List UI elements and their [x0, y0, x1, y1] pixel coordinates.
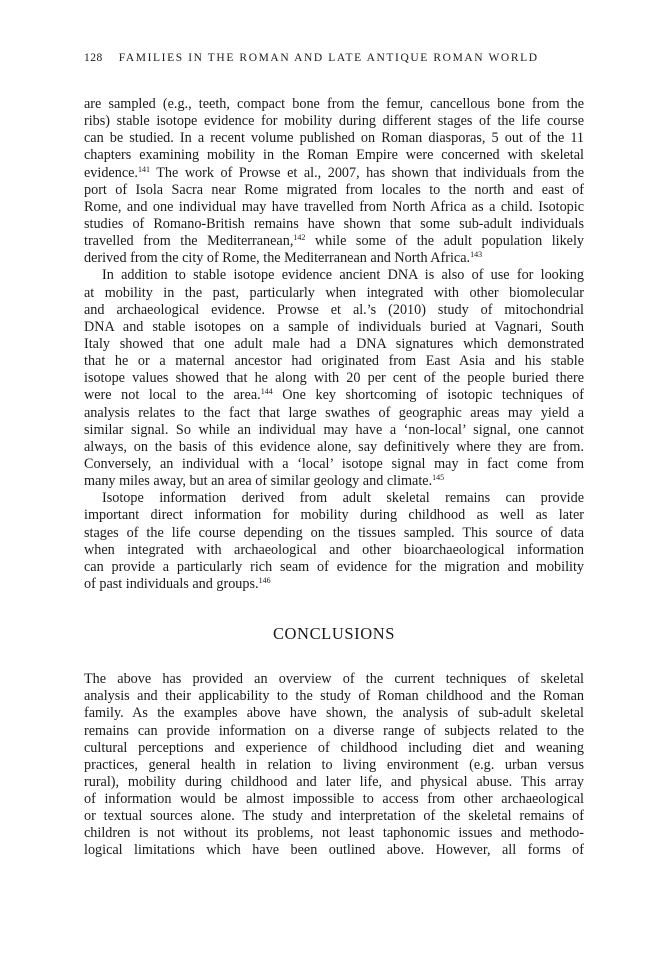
line-text: In addition to stable isotope evidence ancient DNA is also of use for looking [102, 267, 584, 284]
text-line [84, 671, 584, 688]
text-line [84, 439, 584, 456]
section-heading: CONCLUSIONS [272, 624, 396, 644]
footnote-marker: 146 [258, 575, 271, 585]
text-line [84, 490, 584, 507]
text-line [84, 233, 584, 250]
text-line [84, 182, 584, 199]
line-text: isotope values showed that he along with 20 per cent of the people buried there [84, 370, 584, 387]
line-text: One key shortcoming of isotopic techniques of [272, 387, 585, 404]
text-line [84, 757, 584, 774]
text-line [84, 250, 584, 267]
paragraph [84, 96, 584, 267]
line-text: of information would be almost impossible to access from other archaeological [84, 791, 584, 808]
line-text: are sampled (e.g., teeth, compact bone from the femur, cancellous bone from the [84, 96, 584, 112]
line-text: Isotope information derived from adult skeletal remains can provide [102, 490, 584, 507]
text-line [84, 113, 584, 130]
line-text: while some of the adult population likely [305, 233, 584, 250]
line-text: logical limitations which have been outlined above. However, all forms of [84, 842, 584, 859]
text-line [84, 267, 584, 284]
text-line [84, 456, 584, 473]
text-line [84, 576, 584, 593]
text-line [84, 165, 584, 182]
body-text [84, 96, 584, 860]
footnote-marker: 144 [260, 387, 273, 397]
text-line [84, 473, 584, 490]
paragraph [84, 267, 584, 490]
text-line [84, 405, 584, 422]
text-line [84, 319, 584, 336]
text-line [84, 353, 584, 370]
text-line [84, 740, 584, 757]
line-text: always, on the basis of this evidence alone, say definitively where they are from. [84, 438, 584, 455]
text-line [84, 808, 584, 825]
line-text: analysis and their applicability to the study of Roman childhood and the Roman [84, 688, 584, 705]
text-line [84, 147, 584, 164]
line-text: Rome, and one individual may have travelled from North Africa as a child. Isotopic [84, 198, 584, 215]
text-line [84, 705, 584, 722]
text-line [84, 791, 584, 808]
text-line [84, 199, 584, 216]
line-text: port of Isola Sacra near Rome migrated from locales to the north and east of [84, 181, 584, 198]
text-line [84, 302, 584, 319]
line-text: family. As the examples above have shown, the analysis of sub-adult skeletal [84, 705, 584, 722]
line-text: studies of Romano-British remains have shown that some sub-adult individuals [84, 215, 584, 232]
text-line [84, 542, 584, 559]
text-line [84, 525, 584, 542]
line-text: that he or a maternal ancestor had originated from East Asia and his stable [84, 353, 584, 370]
paragraph [84, 671, 584, 860]
running-title: FAMILIES IN THE ROMAN AND LATE ANTIQUE ROMAN WORLD [118, 52, 539, 64]
line-text: derived from the city of Rome, the Mediterranean and North Africa. [84, 250, 471, 267]
text-line [84, 774, 584, 791]
text-line [84, 422, 584, 439]
paragraph [84, 490, 584, 593]
line-text: ribs) stable isotope evidence for mobility during different stages of the life course [84, 113, 584, 130]
line-text: The above has provided an overview of the current techniques of skeletal [84, 671, 584, 688]
line-text: remains can provide information on a diverse range of subjects related to the [84, 722, 584, 739]
line-text: important direct information for mobility during childhood as well as later [84, 507, 584, 524]
line-text: Conversely, an individual with a ‘local’ isotope signal may in fact come from [84, 455, 584, 472]
line-text: Italy showed that one adult male had a DNA signatures which demonstrated [84, 335, 584, 352]
text-line [84, 96, 584, 113]
line-text: DNA and stable isotopes on a sample of individuals buried at Vagnari, South [84, 318, 584, 335]
line-text: children is not without its problems, not least taphonomic issues and methodo- [84, 825, 584, 842]
line-text: many miles away, but an area of similar geology and climate. [84, 473, 433, 490]
line-text: can be studied. In a recent volume published on Roman diasporas, 5 out of the 11 [84, 130, 584, 147]
line-text: cultural perceptions and experience of childhood including diet and weaning [84, 739, 584, 756]
line-text: or textual sources alone. The study and interpretation of the skeletal remains of [84, 808, 584, 825]
line-text: of past individuals and groups. [84, 575, 259, 592]
text-line [84, 688, 584, 705]
line-text: and archaeological evidence. Prowse et al.’s (2010) study of mitochondrial [84, 301, 584, 318]
line-text: travelled from the Mediterranean, [84, 233, 294, 250]
text-line [84, 559, 584, 576]
running-head [84, 52, 564, 64]
text-line [84, 723, 584, 740]
line-text: rural), mobility during childhood and later life, and physical abuse. This array [84, 773, 584, 790]
line-text: chapters examining mobility in the Roman Empire were concerned with skeletal [84, 147, 584, 164]
page-number: 128 [84, 52, 103, 64]
line-text: evidence. [84, 164, 138, 181]
text-line [84, 842, 584, 859]
line-text: stages of the life course depending on the tissues sampled. This source of data [84, 524, 584, 541]
text-line [84, 825, 584, 842]
text-line [84, 370, 584, 387]
text-line [84, 285, 584, 302]
text-line [84, 507, 584, 524]
line-text: can provide a particularly rich seam of evidence for the migration and mobility [84, 558, 584, 575]
line-text: similar signal. So while an individual may have a ‘non-local’ signal, one cannot [84, 421, 584, 438]
footnote-marker: 141 [137, 164, 150, 174]
line-text: at mobility in the past, particularly when integrated with other biomolecular [84, 284, 584, 301]
footnote-marker: 143 [470, 250, 483, 260]
text-line [84, 216, 584, 233]
footnote-marker: 142 [293, 233, 306, 243]
line-text: when integrated with archaeological and other bioarchaeological information [84, 541, 584, 558]
text-line [84, 130, 584, 147]
text-line [84, 387, 584, 404]
line-text: were not local to the area. [84, 387, 261, 404]
footnote-marker: 145 [432, 473, 445, 483]
line-text: The work of Prowse et al., 2007, has shown that individuals from the [149, 164, 584, 181]
line-text: practices, general health in relation to living environment (e.g. urban versus [84, 756, 584, 773]
line-text: analysis relates to the fact that large swathes of geographic areas may yield a [84, 404, 584, 421]
text-line [84, 336, 584, 353]
